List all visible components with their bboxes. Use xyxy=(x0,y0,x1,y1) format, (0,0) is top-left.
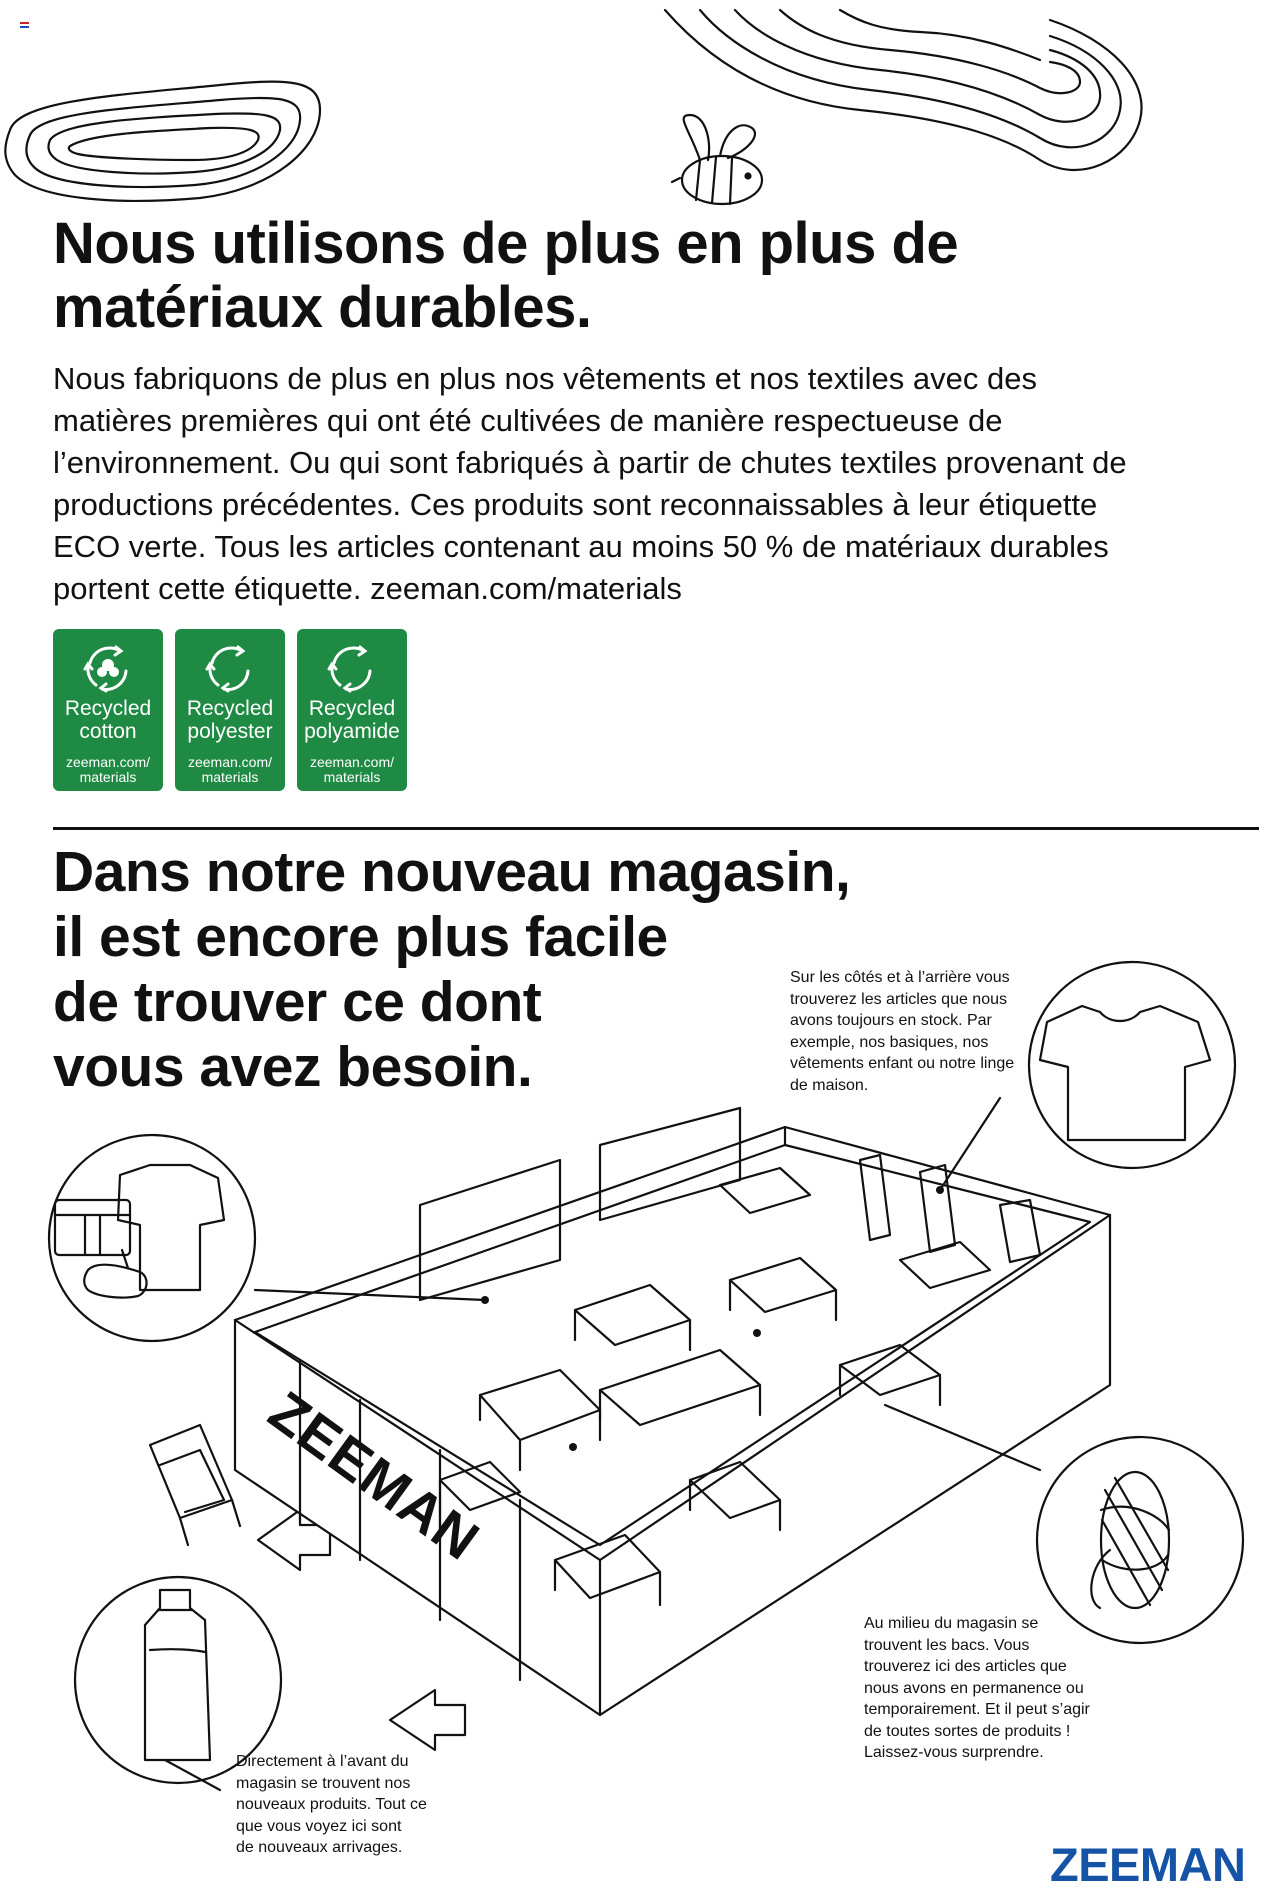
sign-board-illustration xyxy=(150,1425,240,1545)
eco-badge-recycled-polyester: Recycled polyester zeeman.com/ materials xyxy=(175,629,285,791)
language-flag-icon xyxy=(20,22,29,28)
store-sign-text: ZEEMAN xyxy=(257,1378,492,1573)
eco-badge-recycled-polyamide: Recycled polyamide zeeman.com/ materials xyxy=(297,629,407,791)
section-divider xyxy=(53,827,1259,830)
note-front-new-products: Directement à l’avant du magasin se trouvent nos nouveaux produits. Tout ce que vous voyez ici sont de nouveaux arrivages. xyxy=(236,1753,427,1856)
brand-logo: ZEEMAN xyxy=(1050,1838,1246,1891)
recycle-arrows-icon xyxy=(324,641,380,697)
note-sides-and-back: Sur les côtés et à l’arrière vous trouverez les articles que nous avons toujours en stock. Par exemple, nos basiques, nos vêtements enfant ou notre linge de maison. xyxy=(790,969,1015,1094)
bee-doodle xyxy=(672,115,762,204)
contour-doodle-right xyxy=(665,10,1142,170)
contour-doodle-left xyxy=(5,82,320,201)
section1-intro: Nous fabriquons de plus en plus nos vêtements et nos textiles avec des matières premières qui ont été cultivées de manière respectueuse de l’environnement. Ou qui sont fabriqués à partir de chutes textiles provenant de productions précédentes. Ces produits sont reconnaissables à leur étiquette ECO verte. Tous les articles contenant au moins 50 % de matériaux durables portent cette étiquette. zeeman.com/materials xyxy=(53,361,1127,606)
note-middle-bins: Au milieu du magasin se trouvent les bacs. Vous trouverez ici des articles que nous avons en permanence ou temporairement. Et il peut s’agir de toutes sortes de produits ! Laissez-vous surprendre. xyxy=(864,1615,1090,1761)
section2-title: Dans notre nouveau magasin, il est encore plus facile de trouver ce dont vous avez besoin. xyxy=(53,840,851,1099)
cotton-flower-recycle-icon xyxy=(80,641,136,697)
recycle-arrows-icon xyxy=(202,641,258,697)
section1-title: Nous utilisons de plus en plus de matériaux durables. xyxy=(53,211,959,340)
entrance-arrow-2 xyxy=(390,1690,465,1750)
eco-badge-recycled-cotton: Recycled cotton zeeman.com/ materials xyxy=(53,629,163,791)
bubble-tshirt-illustration xyxy=(1029,962,1235,1168)
bubble-basics-illustration xyxy=(49,1135,255,1341)
